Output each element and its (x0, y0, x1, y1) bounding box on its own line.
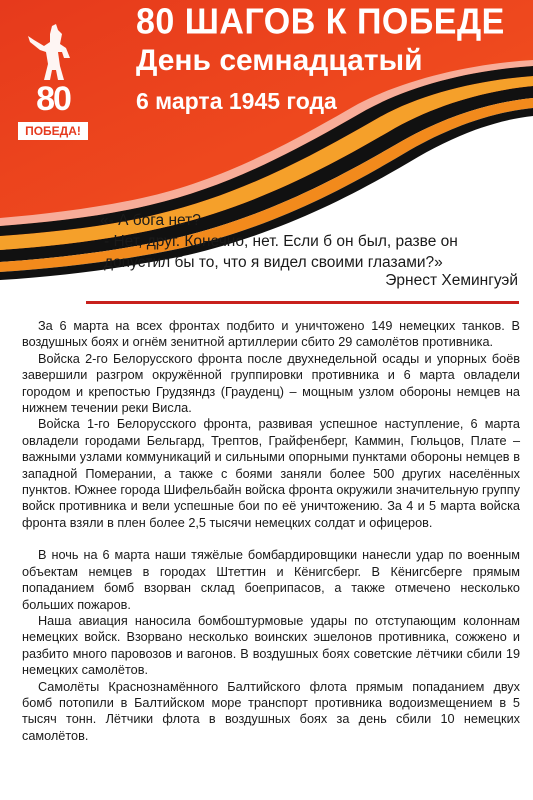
logo-number: 80 (36, 80, 70, 118)
article-paragraph: За 6 марта на всех фронтах подбито и уничтожено 149 немецких танков. В воздушных боях и огнём зенитной артиллерии сбито 29 самолётов противника. (22, 319, 520, 350)
quote-line: «- А бога нет? (100, 212, 201, 229)
page-date: 6 марта 1945 года (136, 88, 337, 114)
article-paragraph: В ночь на 6 марта наши тяжёлые бомбардировщики нанесли удар по военным объектам немцев в городах Штеттин и Кёнигсберг. В Кёнигсберге прямым попаданием бомб взорван склад боеприпасов, а также отмечено несколько больших пожаров. (22, 548, 520, 612)
victory-logo (18, 28, 88, 143)
epigraph-quote (100, 210, 518, 273)
logo-word: ПОБЕДА! (18, 122, 88, 140)
article-paragraph: Войска 2-го Белорусского фронта после двухнедельной осады и упорных боёв завершили разгром окружённой группировки противника и 6 марта овладели городом и крепостью Грудзяндз (Грауденц) – мощным узлом обороны немцев на нижнем течении реки Висла. (22, 351, 520, 416)
page-subtitle: День семнадцатый (136, 44, 423, 77)
article-body (22, 318, 520, 744)
page-title: 80 ШАГОВ К ПОБЕДЕ (136, 2, 505, 42)
quote-author: Эрнест Хемингуэй (385, 272, 518, 289)
article-paragraph: Наша авиация наносила бомбоштурмовые удары по отступающим колоннам немецких войск. Взорвано несколько воинских эшелонов противника, сожжено и разбито много паровозов и вагонов. В воздушных боях советские лётчики сбили 19 немецких самолётов. (22, 613, 520, 678)
quote-line: допустил бы то, что я видел своими глазами?» (104, 254, 443, 271)
article-paragraph: Самолёты Краснознамённого Балтийского флота прямым попаданием двух бомб потопили в Балтийском море транспорт противника водоизмещением в 5 тысяч тонн. Лётчики флота в воздушных боях за день сбили 10 немецких самолётов. (22, 679, 520, 743)
article-paragraph: Войска 1-го Белорусского фронта, развивая успешное наступление, 6 марта овладели городами Бельгард, Трептов, Грайфенберг, Каммин, Гюльцов, Плате – важными узлами коммуникаций и сильными опорными пунктами обороны немцев в западной Померании, а также с боями заняли более 500 других населённых пунктов. Южнее города Шифельбайн войска фронта окружили значительную группу войск противника и вели успешные бои по её уничтожению. За 4 и 5 марта войска фронта взяли в плен более 2,5 тысячи немецких солдат и офицеров. (22, 417, 520, 530)
quote-line: - Нет, друг. Конечно, нет. Если б он был, разве он (104, 233, 458, 250)
divider (86, 301, 519, 304)
